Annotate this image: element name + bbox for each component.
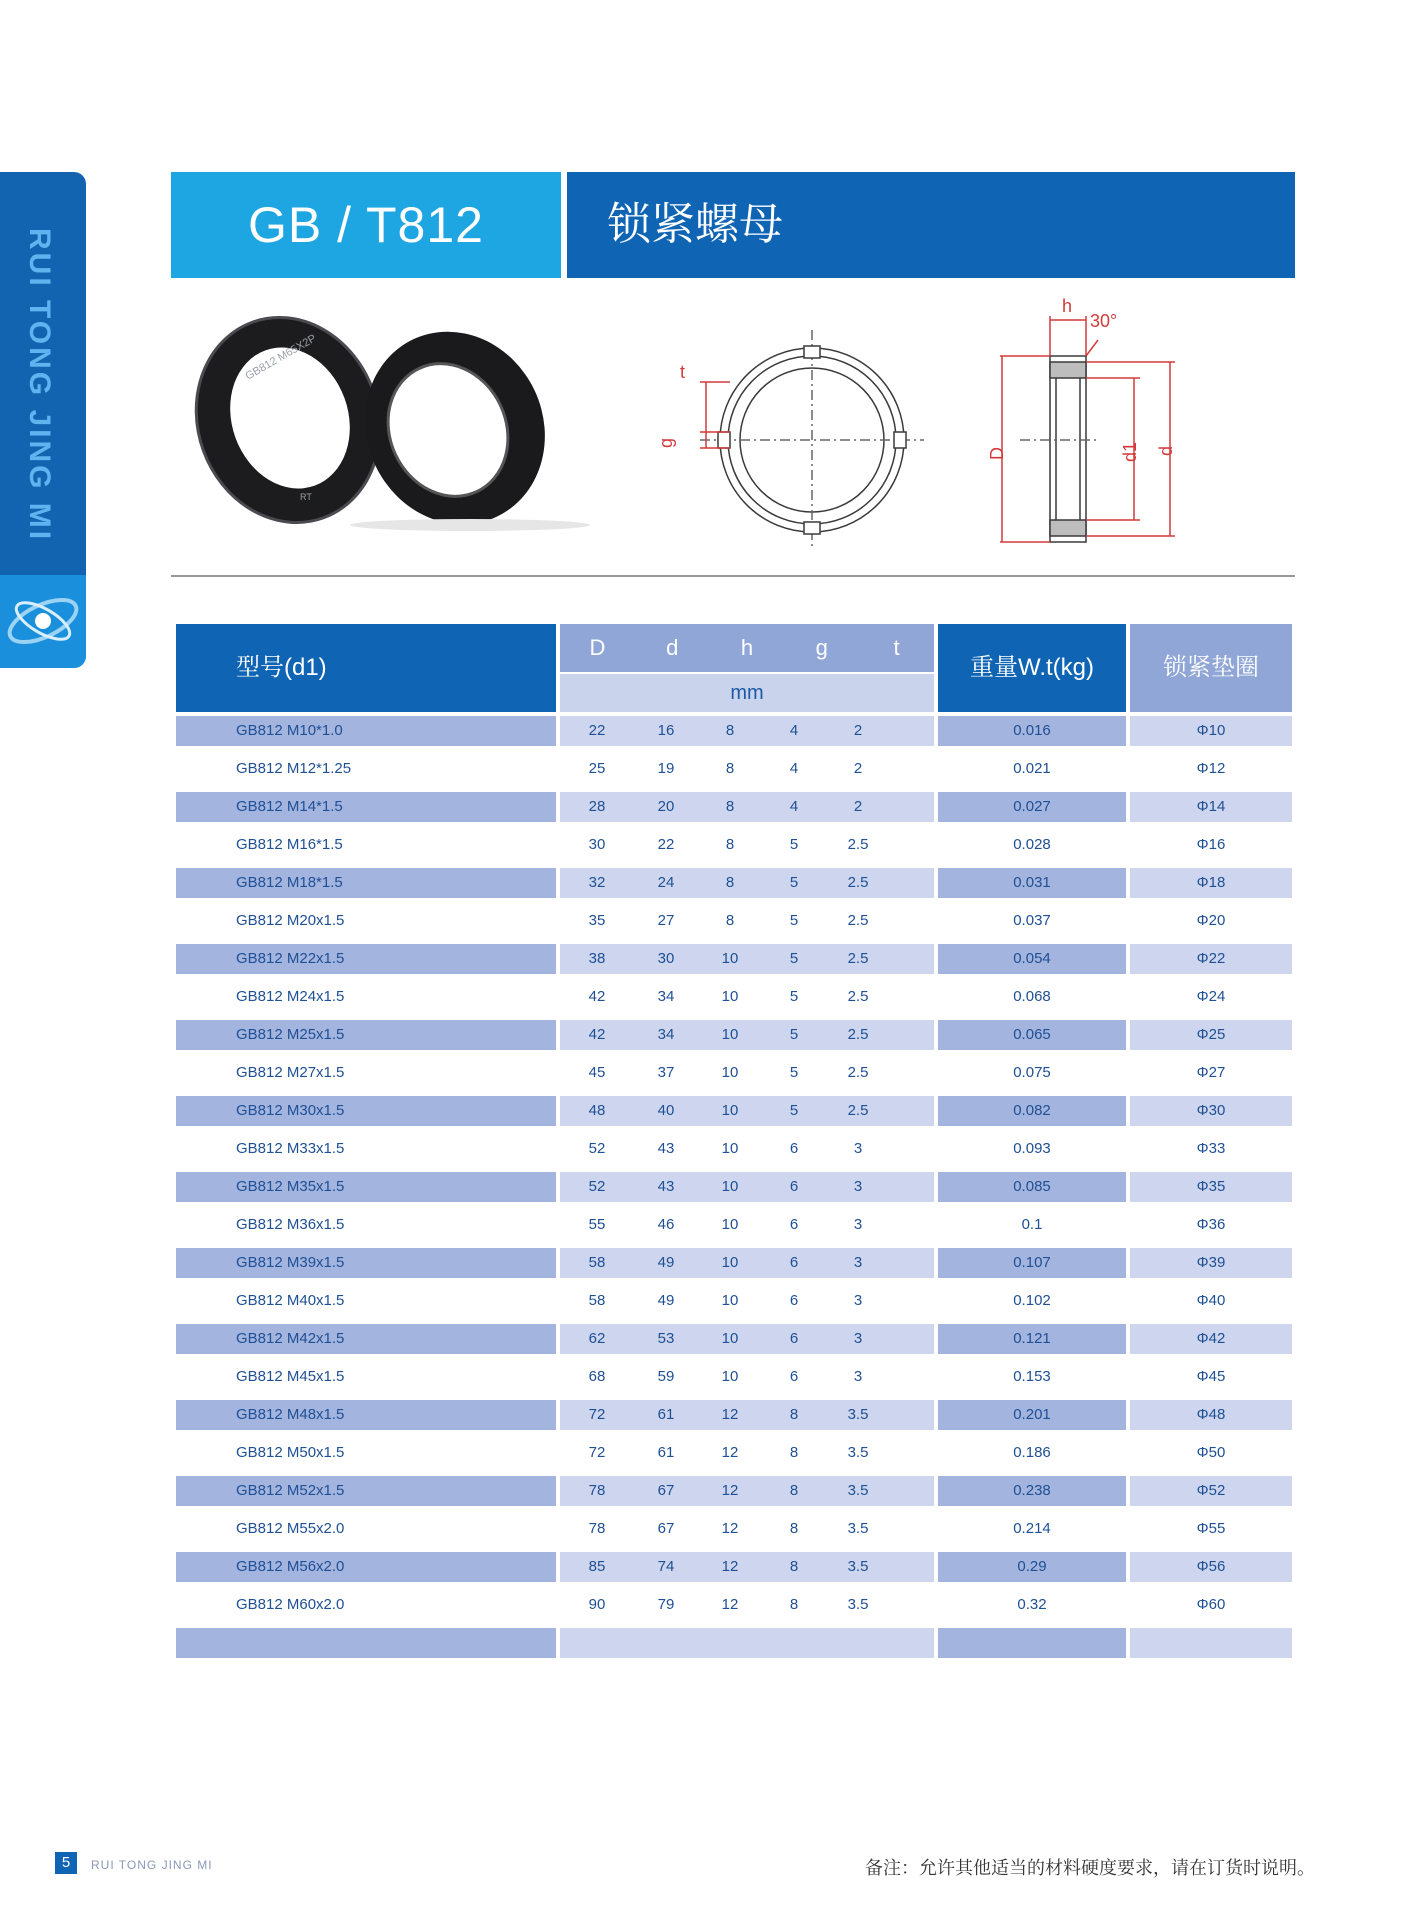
cell-ws: Φ12: [1196, 760, 1226, 777]
cell-g: 4: [789, 722, 799, 739]
cell-model: GB812 M16*1.5: [236, 836, 343, 853]
cell-D: 52: [588, 1140, 606, 1157]
cell-w: 0.037: [1013, 912, 1051, 929]
table-row: [176, 1510, 1292, 1548]
cell-h: 12: [721, 1482, 739, 1499]
cell-model: GB812 M14*1.5: [236, 798, 343, 815]
cell-h: 10: [721, 1368, 739, 1385]
divider: [171, 575, 1295, 577]
cell-h: 10: [721, 1026, 739, 1043]
cell-ws: Φ20: [1196, 912, 1226, 929]
cell-ws: Φ18: [1196, 874, 1226, 891]
cell-w: 0.29: [1017, 1558, 1047, 1575]
table-header: [176, 624, 1292, 712]
cell-g: 6: [789, 1254, 799, 1271]
cell-w: 0.085: [1013, 1178, 1051, 1195]
header-washer: 锁紧垫圈: [1130, 624, 1292, 712]
cell-ws: Φ16: [1196, 836, 1226, 853]
cell-ws: Φ10: [1196, 722, 1226, 739]
header-d: d: [666, 635, 679, 660]
cell-D: 52: [588, 1178, 606, 1195]
cell-g: 4: [789, 760, 799, 777]
cell-model: GB812 M33x1.5: [236, 1140, 345, 1157]
cell-D: 48: [588, 1102, 606, 1119]
table-row: [176, 1320, 1292, 1358]
cell-model: GB812 M25x1.5: [236, 1026, 345, 1043]
cell-w: 0.031: [1013, 874, 1051, 891]
header-g: g: [815, 635, 828, 660]
cell-w: 0.214: [1013, 1520, 1051, 1537]
cell-D: 78: [588, 1482, 606, 1499]
cell-t: 3: [853, 1216, 863, 1233]
cell-d: 74: [657, 1558, 675, 1575]
cell-d: 49: [657, 1254, 675, 1271]
cell-d: 24: [657, 874, 675, 891]
cell-D: 62: [588, 1330, 606, 1347]
cell-D: 45: [588, 1064, 606, 1081]
cell-w: 0.027: [1013, 798, 1051, 815]
label-t: t: [680, 362, 686, 382]
table-row: [176, 1358, 1292, 1396]
cell-h: 10: [721, 1254, 739, 1271]
cell-model: GB812 M55x2.0: [236, 1520, 345, 1537]
cell-w: 0.065: [1013, 1026, 1051, 1043]
cell-model: GB812 M12*1.25: [236, 760, 352, 777]
cell-d: 67: [657, 1520, 675, 1537]
cell-ws: Φ25: [1196, 1026, 1226, 1043]
cell-model: GB812 M35x1.5: [236, 1178, 345, 1195]
table-row-empty: [176, 1624, 1292, 1662]
table-row: [176, 1472, 1292, 1510]
cell-D: 22: [588, 722, 606, 739]
cell-h: 8: [725, 836, 735, 853]
cell-w: 0.186: [1013, 1444, 1051, 1461]
cell-ws: Φ39: [1196, 1254, 1226, 1271]
cell-model: GB812 M10*1.0: [236, 722, 343, 739]
cell-ws: Φ60: [1196, 1596, 1226, 1613]
cell-g: 5: [789, 1102, 799, 1119]
table-row: [176, 1206, 1292, 1244]
cell-model: GB812 M39x1.5: [236, 1254, 345, 1271]
table-row: [176, 712, 1292, 750]
cell-ws: Φ55: [1196, 1520, 1226, 1537]
cell-D: 38: [588, 950, 606, 967]
cell-w: 0.016: [1013, 722, 1051, 739]
cell-d: 59: [657, 1368, 675, 1385]
cell-g: 8: [789, 1406, 799, 1423]
cell-h: 12: [721, 1596, 739, 1613]
cell-w: 0.153: [1013, 1368, 1051, 1385]
cell-h: 12: [721, 1520, 739, 1537]
table-row: [176, 1168, 1292, 1206]
cell-h: 8: [725, 760, 735, 777]
cell-t: 3: [853, 1140, 863, 1157]
cell-d: 67: [657, 1482, 675, 1499]
cell-d: 43: [657, 1178, 675, 1195]
cell-g: 8: [789, 1558, 799, 1575]
side-brand: RUI TONG JING MI: [23, 228, 56, 543]
cell-ws: Φ48: [1196, 1406, 1226, 1423]
page-number: 5: [55, 1852, 77, 1874]
table-row: [176, 940, 1292, 978]
cell-h: 10: [721, 1064, 739, 1081]
cell-ws: Φ45: [1196, 1368, 1226, 1385]
cell-g: 6: [789, 1292, 799, 1309]
cell-g: 8: [789, 1596, 799, 1613]
cell-D: 85: [588, 1558, 606, 1575]
cell-d: 61: [657, 1406, 675, 1423]
cell-d: 16: [657, 722, 675, 739]
orbit-logo-icon: [0, 575, 86, 668]
cell-model: GB812 M27x1.5: [236, 1064, 345, 1081]
cell-h: 8: [725, 874, 735, 891]
label-g: g: [656, 437, 676, 448]
cell-ws: Φ30: [1196, 1102, 1226, 1119]
cell-D: 32: [588, 874, 606, 891]
cell-d: 53: [657, 1330, 675, 1347]
cell-d: 20: [657, 798, 675, 815]
header-t: t: [893, 635, 900, 660]
cell-model: GB812 M22x1.5: [236, 950, 345, 967]
cell-h: 12: [721, 1444, 739, 1461]
cell-d: 30: [657, 950, 675, 967]
cell-ws: Φ56: [1196, 1558, 1226, 1575]
cell-w: 0.1: [1021, 1216, 1043, 1233]
cell-model: GB812 M18*1.5: [236, 874, 343, 891]
cell-ws: Φ36: [1196, 1216, 1226, 1233]
table-row: [176, 750, 1292, 788]
cell-model: GB812 M36x1.5: [236, 1216, 345, 1233]
cell-D: 30: [588, 836, 606, 853]
table-row: [176, 826, 1292, 864]
cell-ws: Φ35: [1196, 1178, 1226, 1195]
table-row: [176, 788, 1292, 826]
cell-D: 28: [588, 798, 606, 815]
table-row: [176, 902, 1292, 940]
cell-model: GB812 M60x2.0: [236, 1596, 345, 1613]
cell-d: 49: [657, 1292, 675, 1309]
cell-h: 10: [721, 1140, 739, 1157]
cell-d: 27: [657, 912, 675, 929]
cell-w: 0.054: [1013, 950, 1051, 967]
table-row: [176, 864, 1292, 902]
cell-D: 68: [588, 1368, 606, 1385]
cell-model: GB812 M45x1.5: [236, 1368, 345, 1385]
cell-g: 5: [789, 988, 799, 1005]
cell-D: 42: [588, 1026, 606, 1043]
table-row: [176, 1244, 1292, 1282]
cell-model: GB812 M30x1.5: [236, 1102, 345, 1119]
cell-h: 10: [721, 1330, 739, 1347]
table-row: [176, 1586, 1292, 1624]
cell-h: 8: [725, 798, 735, 815]
cell-w: 0.102: [1013, 1292, 1051, 1309]
cell-D: 58: [588, 1292, 606, 1309]
cell-ws: Φ52: [1196, 1482, 1226, 1499]
cell-t: 2.5: [847, 836, 869, 853]
cell-h: 10: [721, 950, 739, 967]
cell-g: 4: [789, 798, 799, 815]
footer-brand: RUI TONG JING MI: [91, 1858, 213, 1872]
cell-g: 8: [789, 1482, 799, 1499]
cell-w: 0.075: [1013, 1064, 1051, 1081]
cell-t: 2: [853, 760, 863, 777]
table-row: [176, 978, 1292, 1016]
cell-t: 3.5: [847, 1558, 869, 1575]
label-D: D: [987, 447, 1007, 460]
cell-d: 40: [657, 1102, 675, 1119]
cell-w: 0.121: [1013, 1330, 1051, 1347]
cell-t: 3: [853, 1330, 863, 1347]
side-view-drawing: [1000, 316, 1175, 542]
header-weight: 重量W.t(kg): [938, 624, 1126, 712]
front-view-drawing: [700, 330, 924, 550]
table-row: [176, 1434, 1292, 1472]
cell-g: 6: [789, 1330, 799, 1347]
cell-t: 3: [853, 1254, 863, 1271]
cell-t: 3.5: [847, 1444, 869, 1461]
cell-ws: Φ50: [1196, 1444, 1226, 1461]
nut-photo-2: [334, 302, 590, 554]
cell-model: GB812 M50x1.5: [236, 1444, 345, 1461]
engrave-text-1: GB812 M65X2P: [243, 332, 319, 383]
cell-h: 10: [721, 1216, 739, 1233]
cell-t: 3.5: [847, 1596, 869, 1613]
cell-g: 6: [789, 1178, 799, 1195]
cell-t: 2.5: [847, 1026, 869, 1043]
cell-d: 43: [657, 1140, 675, 1157]
cell-d: 79: [657, 1596, 675, 1613]
table-row: [176, 1396, 1292, 1434]
cell-h: 8: [725, 912, 735, 929]
cell-g: 6: [789, 1140, 799, 1157]
cell-model: GB812 M24x1.5: [236, 988, 345, 1005]
cell-ws: Φ22: [1196, 950, 1226, 967]
cell-D: 25: [588, 760, 606, 777]
cell-d: 34: [657, 1026, 675, 1043]
cell-ws: Φ33: [1196, 1140, 1226, 1157]
cell-d: 34: [657, 988, 675, 1005]
cell-t: 2: [853, 798, 863, 815]
cell-w: 0.107: [1013, 1254, 1051, 1271]
header-model: 型号(d1): [176, 624, 556, 712]
cell-g: 5: [789, 836, 799, 853]
cell-model: GB812 M52x1.5: [236, 1482, 345, 1499]
cell-t: 2.5: [847, 1064, 869, 1081]
cell-g: 8: [789, 1520, 799, 1537]
cell-h: 12: [721, 1406, 739, 1423]
header-dimensions: [560, 624, 934, 712]
cell-t: 2.5: [847, 874, 869, 891]
cell-g: 5: [789, 1064, 799, 1081]
cell-w: 0.082: [1013, 1102, 1051, 1119]
logo-block: [0, 575, 86, 668]
cell-ws: Φ40: [1196, 1292, 1226, 1309]
cell-model: GB812 M42x1.5: [236, 1330, 345, 1347]
table-row: [176, 1016, 1292, 1054]
table-body: [176, 712, 1292, 1624]
cell-g: 5: [789, 950, 799, 967]
cell-t: 3: [853, 1368, 863, 1385]
cell-w: 0.238: [1013, 1482, 1051, 1499]
table-row: [176, 1130, 1292, 1168]
cell-w: 0.201: [1013, 1406, 1051, 1423]
label-h: h: [1062, 296, 1073, 316]
cell-t: 2.5: [847, 950, 869, 967]
cell-D: 58: [588, 1254, 606, 1271]
cell-w: 0.093: [1013, 1140, 1051, 1157]
cell-h: 12: [721, 1558, 739, 1575]
cell-d: 46: [657, 1216, 675, 1233]
cell-w: 0.32: [1017, 1596, 1047, 1613]
cell-t: 3.5: [847, 1520, 869, 1537]
header-h: h: [740, 635, 754, 660]
cell-ws: Φ27: [1196, 1064, 1226, 1081]
cell-g: 5: [789, 874, 799, 891]
cell-t: 2: [853, 722, 863, 739]
label-d: d: [1156, 445, 1176, 456]
cell-D: 78: [588, 1520, 606, 1537]
header-D: D: [589, 635, 606, 660]
spec-table: [176, 624, 1292, 1662]
cell-ws: Φ42: [1196, 1330, 1226, 1347]
engrave-text-2: RT: [300, 492, 312, 502]
table-row: [176, 1054, 1292, 1092]
cell-t: 3.5: [847, 1406, 869, 1423]
cell-g: 5: [789, 912, 799, 929]
cell-d: 37: [657, 1064, 675, 1081]
cell-t: 2.5: [847, 912, 869, 929]
cell-ws: Φ24: [1196, 988, 1226, 1005]
cell-model: GB812 M40x1.5: [236, 1292, 345, 1309]
standard-code: GB / T812: [171, 172, 561, 278]
header-unit: mm: [560, 674, 934, 712]
cell-D: 72: [588, 1406, 606, 1423]
figures: [0, 0, 1428, 580]
cell-D: 72: [588, 1444, 606, 1461]
cell-model: GB812 M56x2.0: [236, 1558, 345, 1575]
cell-g: 6: [789, 1216, 799, 1233]
cell-model: GB812 M48x1.5: [236, 1406, 345, 1423]
cell-d: 22: [657, 836, 675, 853]
footer-note: 备注：允许其他适当的材料硬度要求，请在订货时说明。: [865, 1858, 1315, 1878]
cell-g: 8: [789, 1444, 799, 1461]
cell-t: 2.5: [847, 1102, 869, 1119]
cell-w: 0.068: [1013, 988, 1051, 1005]
cell-t: 2.5: [847, 988, 869, 1005]
cell-D: 35: [588, 912, 606, 929]
label-d1: d1: [1120, 441, 1140, 462]
table-row: [176, 1548, 1292, 1586]
cell-w: 0.021: [1013, 760, 1051, 777]
cell-h: 10: [721, 988, 739, 1005]
cell-h: 10: [721, 1102, 739, 1119]
cell-h: 10: [721, 1178, 739, 1195]
cell-t: 3.5: [847, 1482, 869, 1499]
cell-t: 3: [853, 1178, 863, 1195]
cell-h: 8: [725, 722, 735, 739]
cell-D: 55: [588, 1216, 606, 1233]
cell-g: 5: [789, 1026, 799, 1043]
cell-w: 0.028: [1013, 836, 1051, 853]
cell-d: 61: [657, 1444, 675, 1461]
cell-D: 90: [588, 1596, 606, 1613]
product-title: 锁紧螺母: [607, 200, 783, 249]
cell-ws: Φ14: [1196, 798, 1226, 815]
cell-h: 10: [721, 1292, 739, 1309]
table-row: [176, 1092, 1292, 1130]
table-row: [176, 1282, 1292, 1320]
cell-D: 42: [588, 988, 606, 1005]
cell-d: 19: [657, 760, 675, 777]
label-angle: 30°: [1090, 311, 1118, 331]
cell-model: GB812 M20x1.5: [236, 912, 345, 929]
cell-t: 3: [853, 1292, 863, 1309]
cell-g: 6: [789, 1368, 799, 1385]
